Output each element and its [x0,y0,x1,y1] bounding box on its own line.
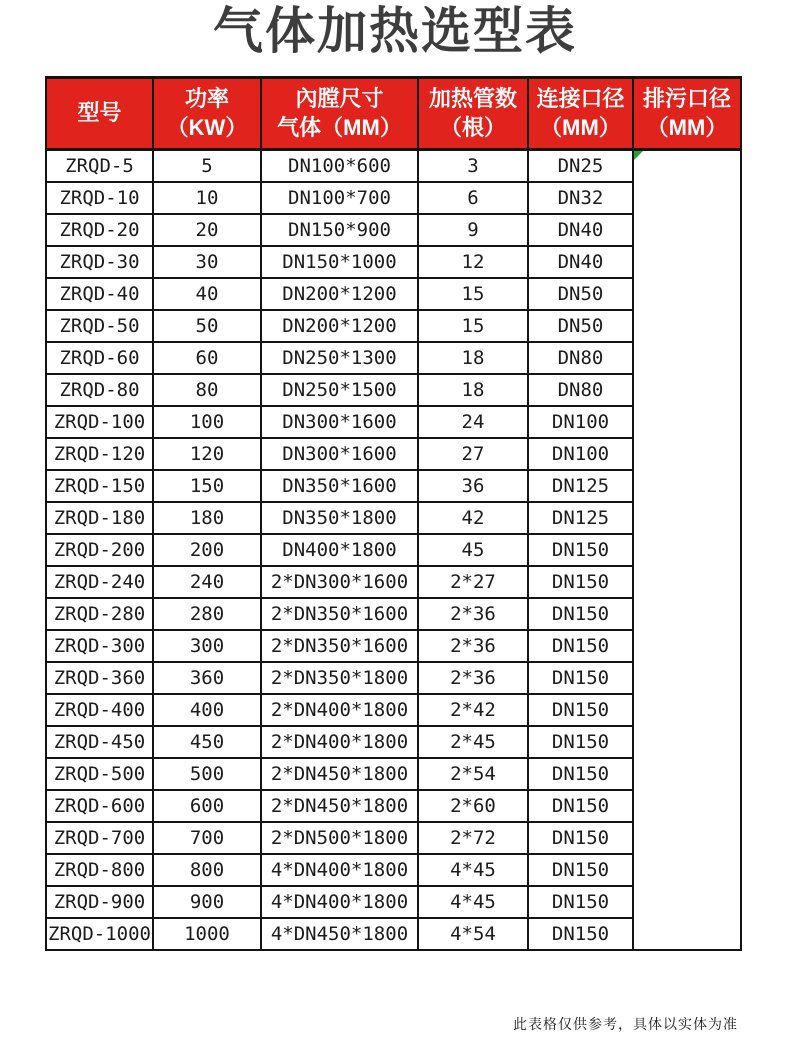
table-cell: 2*27 [418,566,528,598]
table-cell: 400 [153,694,261,726]
table-cell: DN50 [528,310,633,342]
table-cell: 2*DN350*1600 [261,630,418,662]
table-cell: 2*72 [418,822,528,854]
table-cell: 40 [153,278,261,310]
table-cell: DN150*900 [261,214,418,246]
table-cell: DN150 [528,566,633,598]
table-cell: ZRQD-280 [46,598,153,630]
table-cell: 2*36 [418,598,528,630]
table-cell: 45 [418,534,528,566]
table-cell: 27 [418,438,528,470]
table-cell: 30 [153,246,261,278]
table-cell: ZRQD-50 [46,310,153,342]
table-cell: DN150 [528,630,633,662]
table-cell: 3 [418,150,528,182]
table-cell: 36 [418,470,528,502]
table-cell: 240 [153,566,261,598]
table-cell: 120 [153,438,261,470]
table-cell: DN150 [528,758,633,790]
table-cell: 2*DN400*1800 [261,694,418,726]
table-cell: 18 [418,342,528,374]
table-cell: ZRQD-700 [46,822,153,854]
footnote: 此表格仅供参考，具体以实体为准 [513,1016,738,1032]
table-cell: DN300*1600 [261,438,418,470]
table-cell: DN250*1500 [261,374,418,406]
table-cell: 450 [153,726,261,758]
table-cell: 6 [418,182,528,214]
table-cell: 4*DN400*1800 [261,886,418,918]
table-cell: 42 [418,502,528,534]
table-cell: ZRQD-100 [46,406,153,438]
column-header-model: 型号 [46,78,153,150]
column-header-connection: 连接口径 （MM） [528,78,633,150]
table-cell: 2*DN350*1800 [261,662,418,694]
table-cell: 2*DN450*1800 [261,758,418,790]
table-cell: DN100*700 [261,182,418,214]
table-cell: ZRQD-500 [46,758,153,790]
table-cell: 300 [153,630,261,662]
table-cell: 280 [153,598,261,630]
table-cell: DN350*1600 [261,470,418,502]
table-cell: DN150 [528,918,633,950]
table-cell: DN125 [528,502,633,534]
table-cell: 100 [153,406,261,438]
table-cell: ZRQD-450 [46,726,153,758]
table-cell: DN32 [528,182,633,214]
table-cell: ZRQD-240 [46,566,153,598]
table-cell: DN150 [528,854,633,886]
column-header-tubes: 加热管数 （根） [418,78,528,150]
table-cell: ZRQD-360 [46,662,153,694]
table-cell: DN350*1800 [261,502,418,534]
table-cell: 800 [153,854,261,886]
table-cell: 4*45 [418,854,528,886]
table-cell: 2*60 [418,790,528,822]
table-cell: 60 [153,342,261,374]
table-cell: 2*DN400*1800 [261,726,418,758]
table-cell: DN150*1000 [261,246,418,278]
table-cell: 2*54 [418,758,528,790]
table-cell: 200 [153,534,261,566]
table-cell: DN50 [528,278,633,310]
table-cell: 900 [153,886,261,918]
table-cell: ZRQD-60 [46,342,153,374]
table-cell: DN40 [528,214,633,246]
table-cell: DN150 [528,822,633,854]
table-cell: DN250*1300 [261,342,418,374]
table-cell: DN150 [528,662,633,694]
table-cell: 20 [153,214,261,246]
table-cell: DN80 [528,374,633,406]
table-cell: ZRQD-800 [46,854,153,886]
table-cell: 600 [153,790,261,822]
table-cell: DN150 [528,790,633,822]
table-cell: 150 [153,470,261,502]
table-cell: DN150 [528,534,633,566]
column-header-chamber: 內膛尺寸 气体（MM） [261,78,418,150]
table-cell: DN125 [528,470,633,502]
table-cell: 4*54 [418,918,528,950]
table-cell: 15 [418,278,528,310]
table-cell: 9 [418,214,528,246]
table-cell: ZRQD-200 [46,534,153,566]
table-row [46,150,741,182]
table-cell: DN150 [528,694,633,726]
page-title: 气体加热选型表 [213,3,577,59]
table-cell: 2*36 [418,630,528,662]
table-cell: ZRQD-5 [46,150,153,182]
table-cell: 12 [418,246,528,278]
table-cell: 24 [418,406,528,438]
header-row [46,78,741,150]
table-cell: ZRQD-20 [46,214,153,246]
table-cell: 2*42 [418,694,528,726]
table-cell: DN25 [528,150,633,182]
table-cell: 360 [153,662,261,694]
table-cell: 2*DN350*1600 [261,598,418,630]
table-cell: DN100 [528,406,633,438]
drain-merged-cell [633,150,741,950]
table-cell: ZRQD-120 [46,438,153,470]
table-cell: 700 [153,822,261,854]
table-cell: ZRQD-40 [46,278,153,310]
spec-table [45,76,742,951]
table-cell: DN80 [528,342,633,374]
table-cell: ZRQD-80 [46,374,153,406]
table-cell: 15 [418,310,528,342]
table-cell: ZRQD-180 [46,502,153,534]
table-cell: 180 [153,502,261,534]
table-cell: 4*DN450*1800 [261,918,418,950]
table-cell: DN200*1200 [261,278,418,310]
table-cell: 4*DN400*1800 [261,854,418,886]
table-cell: 1000 [153,918,261,950]
table-cell: 10 [153,182,261,214]
table-cell: 18 [418,374,528,406]
table-cell: ZRQD-30 [46,246,153,278]
table-cell: DN150 [528,726,633,758]
table-cell: DN400*1800 [261,534,418,566]
table-cell: ZRQD-400 [46,694,153,726]
table-cell: 500 [153,758,261,790]
table-cell: DN40 [528,246,633,278]
table-cell: DN100 [528,438,633,470]
table-cell: 2*36 [418,662,528,694]
table-cell: 2*45 [418,726,528,758]
table-cell: 2*DN500*1800 [261,822,418,854]
table-cell: DN150 [528,886,633,918]
column-header-drain: 排污口径 （MM） [633,78,741,150]
cell-corner-marker-icon [634,151,643,160]
table-cell: 2*DN450*1800 [261,790,418,822]
table-cell: ZRQD-900 [46,886,153,918]
table-cell: ZRQD-1000 [46,918,153,950]
table-body [46,150,741,950]
table-cell: 2*DN300*1600 [261,566,418,598]
table-cell: DN150 [528,598,633,630]
table-cell: ZRQD-300 [46,630,153,662]
table-cell: ZRQD-600 [46,790,153,822]
table-cell: 50 [153,310,261,342]
table-cell: DN300*1600 [261,406,418,438]
table-cell: DN100*600 [261,150,418,182]
table-cell: 4*45 [418,886,528,918]
column-header-power: 功率 （KW） [153,78,261,150]
table-cell: 80 [153,374,261,406]
table-cell: 5 [153,150,261,182]
table-cell: ZRQD-150 [46,470,153,502]
table-cell: ZRQD-10 [46,182,153,214]
table-cell: DN200*1200 [261,310,418,342]
